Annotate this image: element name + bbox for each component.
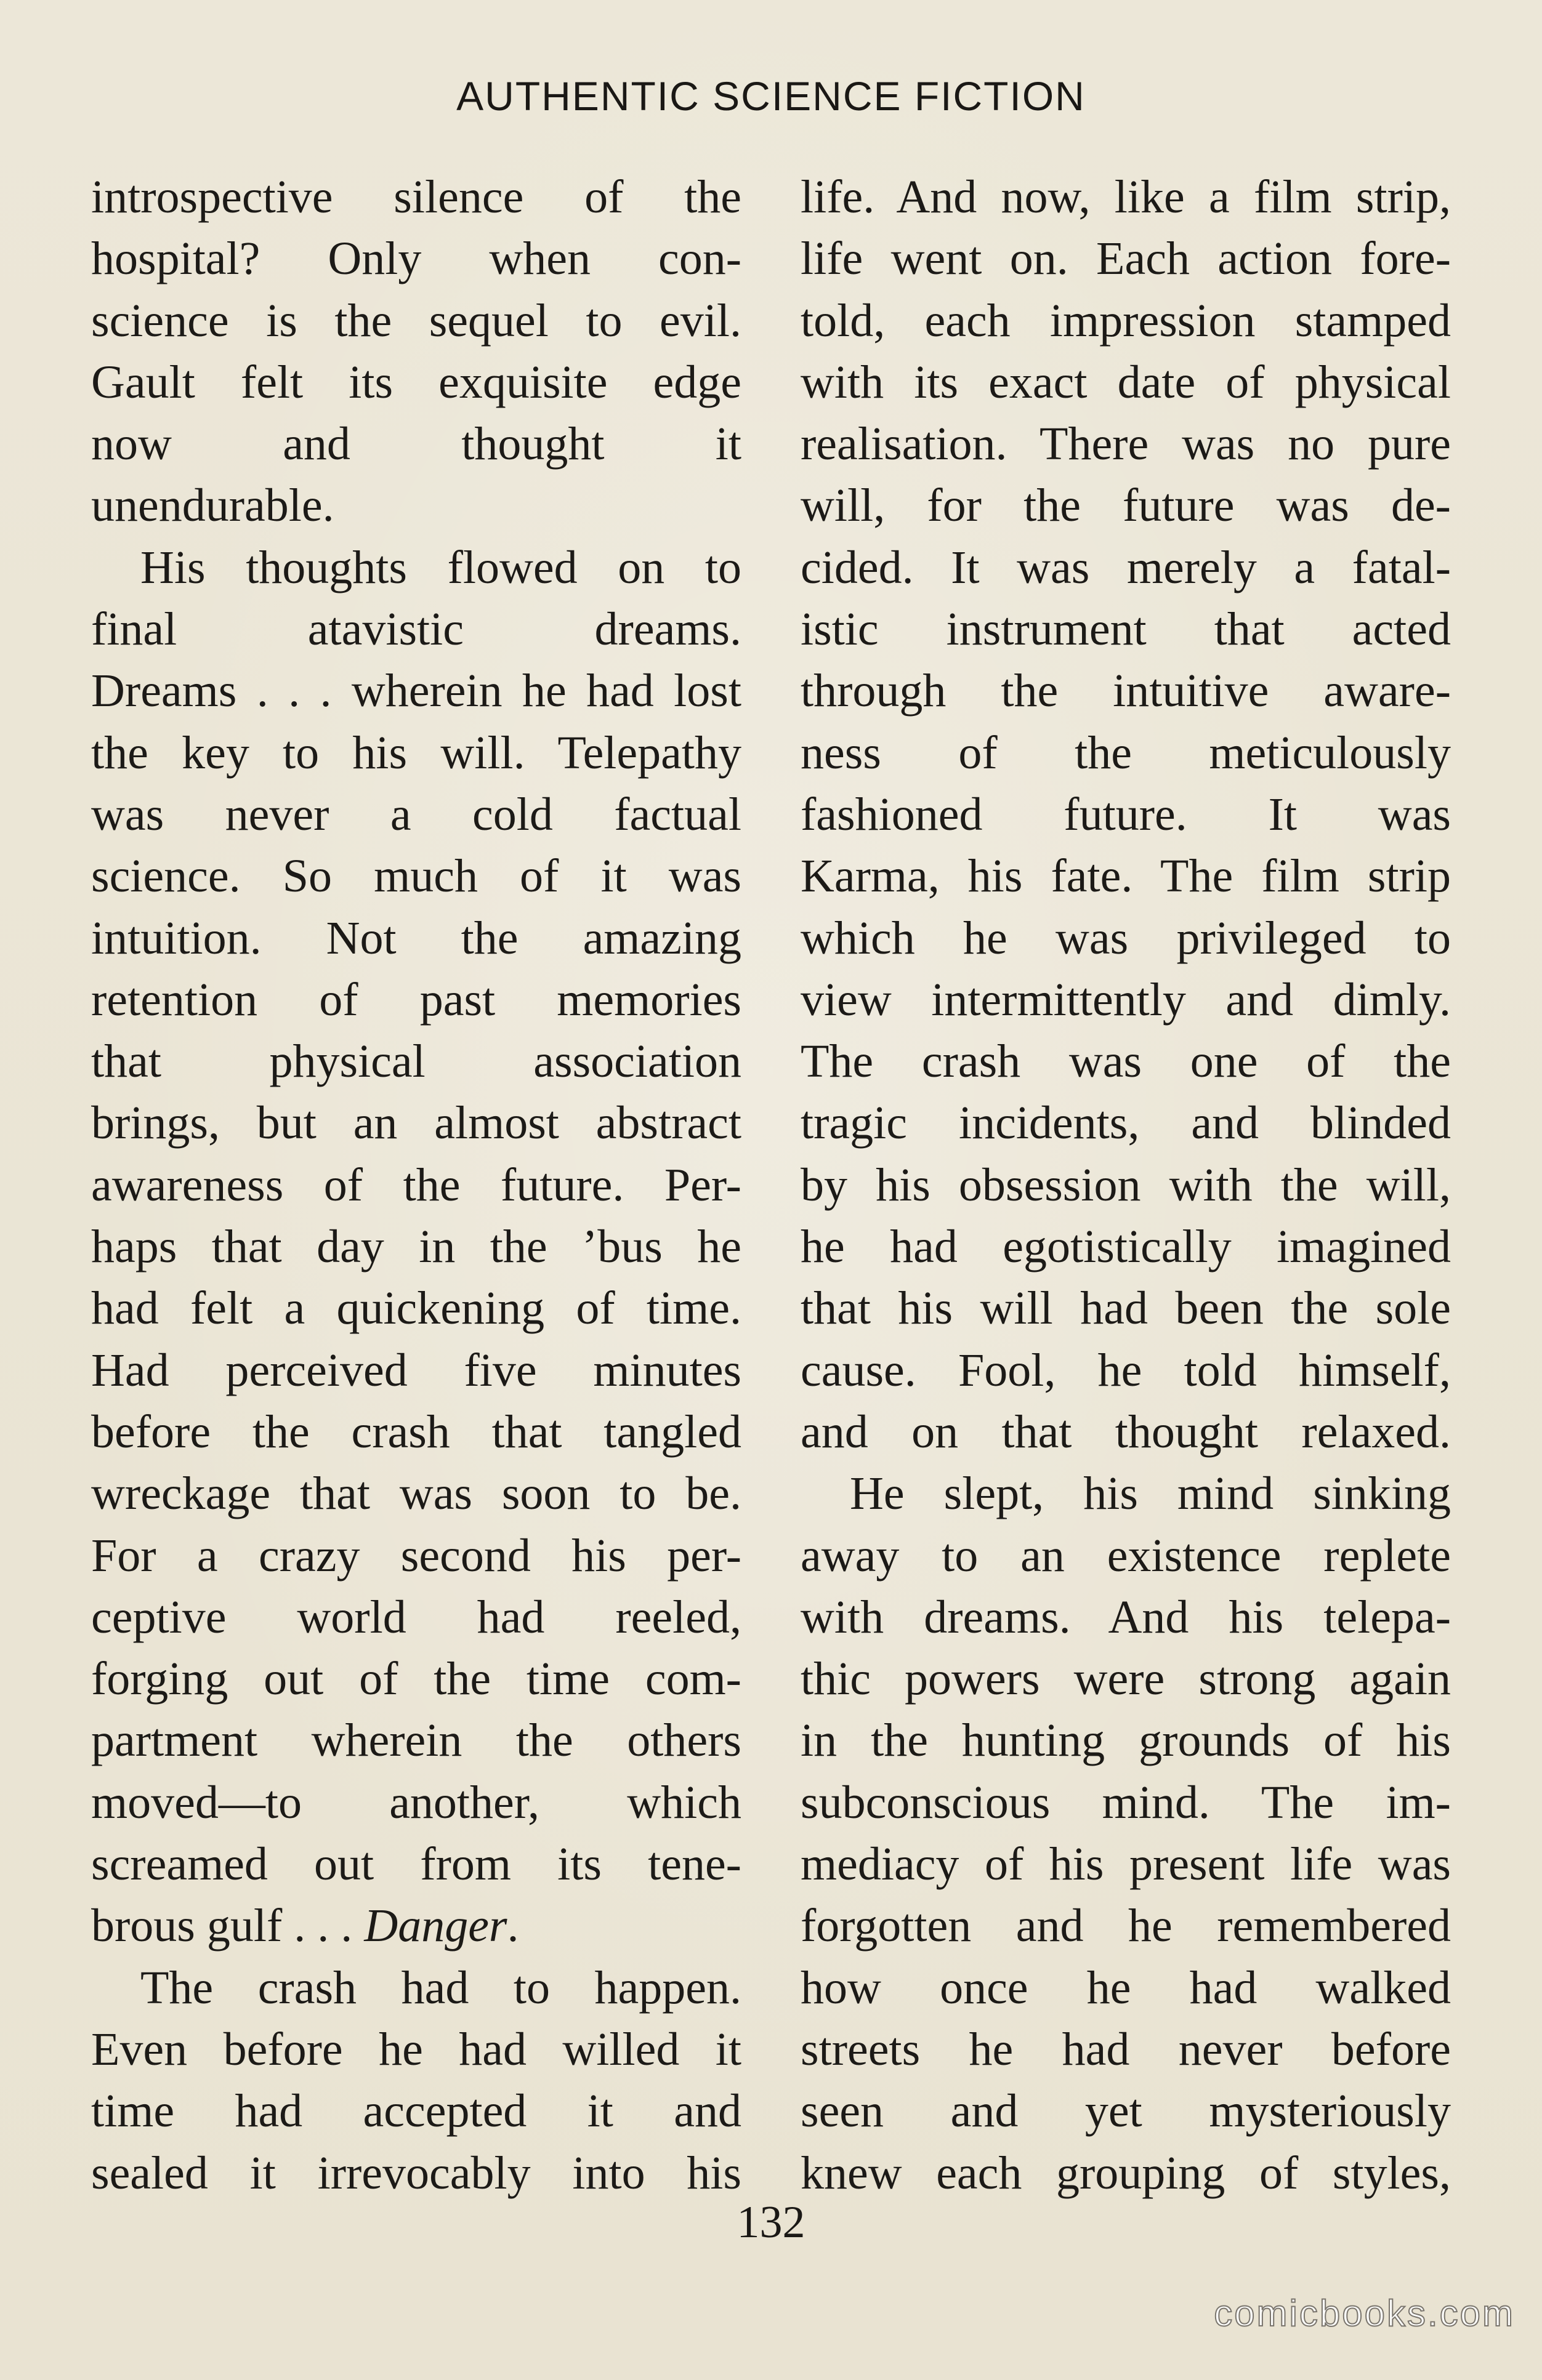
line-text: life. And now, like a film strip, <box>801 171 1451 223</box>
text-line <box>801 722 1451 784</box>
line-text: streets he had never before <box>801 2023 1451 2075</box>
line-text: Had perceived five minutes <box>91 1344 741 1396</box>
text-line <box>91 969 741 1031</box>
text-line <box>801 1277 1451 1339</box>
line-text: view intermittently and dimly. <box>801 973 1451 1026</box>
text-line <box>801 1772 1451 1833</box>
line-text: awareness of the future. Per- <box>91 1159 741 1211</box>
line-text: cided. It was merely a fatal- <box>801 541 1451 593</box>
line-text: through the intuitive aware- <box>801 665 1451 717</box>
line-text: screamed out from its tene- <box>91 1838 741 1891</box>
text-line <box>91 1277 741 1339</box>
text-line <box>91 2080 741 2142</box>
text-line <box>801 1833 1451 1895</box>
text-line <box>801 1340 1451 1401</box>
text-line <box>801 413 1451 475</box>
line-text: cause. Fool, he told himself, <box>801 1344 1451 1396</box>
line-text: forging out of the time com- <box>91 1653 741 1705</box>
text-line <box>91 1463 741 1524</box>
line-text: that physical association <box>91 1035 741 1088</box>
line-text: which he was privileged to <box>801 912 1451 964</box>
line-text: wreckage that was soon to be. <box>91 1468 741 1520</box>
text-line <box>91 1092 741 1154</box>
line-text: how once he had walked <box>801 1961 1451 2014</box>
line-text: and on that thought relaxed. <box>801 1405 1451 1458</box>
text-line <box>801 166 1451 228</box>
line-text: haps that day in the ’bus he <box>91 1221 741 1273</box>
line-text: istic instrument that acted <box>801 603 1451 656</box>
text-line <box>801 290 1451 352</box>
text-line <box>91 1031 741 1092</box>
text-line <box>91 722 741 784</box>
line-text: realisation. There was no pure <box>801 418 1451 470</box>
text-line <box>91 290 741 352</box>
text-line <box>801 1648 1451 1710</box>
text-line <box>801 1092 1451 1154</box>
text-line <box>801 352 1451 413</box>
line-text: partment wherein the others <box>91 1715 741 1767</box>
text-line <box>91 1154 741 1216</box>
text-line <box>801 475 1451 536</box>
text-line <box>801 1216 1451 1277</box>
line-text: moved—to another, which <box>91 1776 741 1828</box>
text-line <box>91 1648 741 1710</box>
text-line <box>91 1833 741 1895</box>
watermark-logo: comicbooks.com <box>1214 2293 1515 2334</box>
text-line <box>91 598 741 660</box>
line-text: hospital? Only when con- <box>91 233 741 285</box>
line-text: away to an existence replete <box>801 1529 1451 1582</box>
text-line <box>91 537 741 598</box>
line-text: science is the sequel to evil. <box>91 294 741 347</box>
text-line <box>91 475 741 536</box>
line-text: Karma, his fate. The film strip <box>801 850 1451 903</box>
text-line <box>801 1401 1451 1463</box>
text-line <box>91 1710 741 1771</box>
text-line <box>801 1895 1451 1956</box>
line-text: final atavistic dreams. <box>91 603 741 656</box>
text-line <box>801 537 1451 598</box>
line-text: fashioned future. It was <box>801 788 1451 840</box>
line-text: subconscious mind. The im- <box>801 1776 1451 1828</box>
line-text: tragic incidents, and blinded <box>801 1097 1451 1149</box>
line-text: knew each grouping of styles, <box>801 2147 1451 2199</box>
line-text: ceptive world had reeled, <box>91 1591 741 1643</box>
line-text: sealed it irrevocably into his <box>91 2147 741 2199</box>
text-line <box>801 1710 1451 1771</box>
line-text: His thoughts flowed on to <box>140 541 741 593</box>
line-text: brings, but an almost abstract <box>91 1097 741 1149</box>
line-text: brous gulf . . . <box>91 1900 365 1952</box>
text-line <box>91 1895 741 1956</box>
line-text: unendurable. <box>91 480 334 532</box>
text-line <box>91 1772 741 1833</box>
text-line <box>91 1401 741 1463</box>
text-line <box>91 1957 741 2019</box>
line-text: now and thought it <box>91 418 741 470</box>
text-line <box>91 845 741 907</box>
line-text: Even before he had willed it <box>91 2023 741 2075</box>
text-line <box>801 969 1451 1031</box>
line-text: He slept, his mind sinking <box>850 1468 1451 1520</box>
italic-word: Danger <box>364 1900 507 1952</box>
text-line <box>801 2142 1451 2204</box>
text-line <box>91 1340 741 1401</box>
text-line <box>91 2019 741 2080</box>
line-text: Gault felt its exquisite edge <box>91 356 741 408</box>
text-line <box>801 845 1451 907</box>
line-text: by his obsession with the will, <box>801 1159 1451 1211</box>
line-text: seen and yet mysteriously <box>801 2085 1451 2137</box>
text-line <box>91 1525 741 1586</box>
text-line <box>91 2142 741 2204</box>
text-line <box>91 784 741 845</box>
line-text: Dreams . . . wherein he had lost <box>91 665 741 717</box>
text-line <box>801 1525 1451 1586</box>
line-text: had felt a quickening of time. <box>91 1282 741 1335</box>
text-line <box>91 166 741 228</box>
text-line <box>801 1957 1451 2019</box>
text-line <box>801 1463 1451 1524</box>
text-line <box>91 413 741 475</box>
text-line <box>91 907 741 969</box>
text-line <box>801 228 1451 289</box>
text-line <box>801 598 1451 660</box>
line-text: retention of past memories <box>91 973 741 1026</box>
text-line <box>801 2080 1451 2142</box>
line-text: intuition. Not the amazing <box>91 912 741 964</box>
line-text: will, for the future was de- <box>801 480 1451 532</box>
line-text: was never a cold factual <box>91 788 741 840</box>
text-line <box>91 1216 741 1277</box>
text-line <box>91 352 741 413</box>
line-text: mediacy of his present life was <box>801 1838 1451 1891</box>
line-text: time had accepted it and <box>91 2085 741 2137</box>
line-text: forgotten and he remembered <box>801 1900 1451 1952</box>
line-text: that his will had been the sole <box>801 1282 1451 1335</box>
line-text: ness of the meticulously <box>801 726 1451 779</box>
text-line <box>801 1586 1451 1648</box>
text-line <box>91 1586 741 1648</box>
line-text: introspective silence of the <box>91 171 741 223</box>
text-line <box>801 907 1451 969</box>
page-number: 132 <box>737 2197 805 2248</box>
line-text: thic powers were strong again <box>801 1653 1451 1705</box>
text-line <box>801 660 1451 722</box>
text-line <box>91 660 741 722</box>
text-column-right <box>801 166 1451 2204</box>
line-text: with dreams. And his telepa- <box>801 1591 1451 1643</box>
line-text: The crash was one of the <box>801 1035 1451 1088</box>
line-text: The crash had to happen. <box>140 1961 741 2014</box>
line-text: before the crash that tangled <box>91 1405 741 1458</box>
text-line <box>801 1154 1451 1216</box>
text-column-left <box>91 166 741 2204</box>
line-text: science. So much of it was <box>91 850 741 903</box>
line-text: told, each impression stamped <box>801 294 1451 347</box>
text-line <box>801 2019 1451 2080</box>
line-text: he had egotistically imagined <box>801 1221 1451 1273</box>
line-text: life went on. Each action fore- <box>801 233 1451 285</box>
text-line <box>801 1031 1451 1092</box>
line-text: in the hunting grounds of his <box>801 1715 1451 1767</box>
text-line <box>801 784 1451 845</box>
line-text: For a crazy second his per- <box>91 1529 741 1582</box>
line-text: the key to his will. Telepathy <box>91 726 741 779</box>
line-tail: . <box>507 1900 519 1952</box>
line-text: with its exact date of physical <box>801 356 1451 408</box>
running-head: AUTHENTIC SCIENCE FICTION <box>456 73 1086 119</box>
text-line <box>91 228 741 289</box>
